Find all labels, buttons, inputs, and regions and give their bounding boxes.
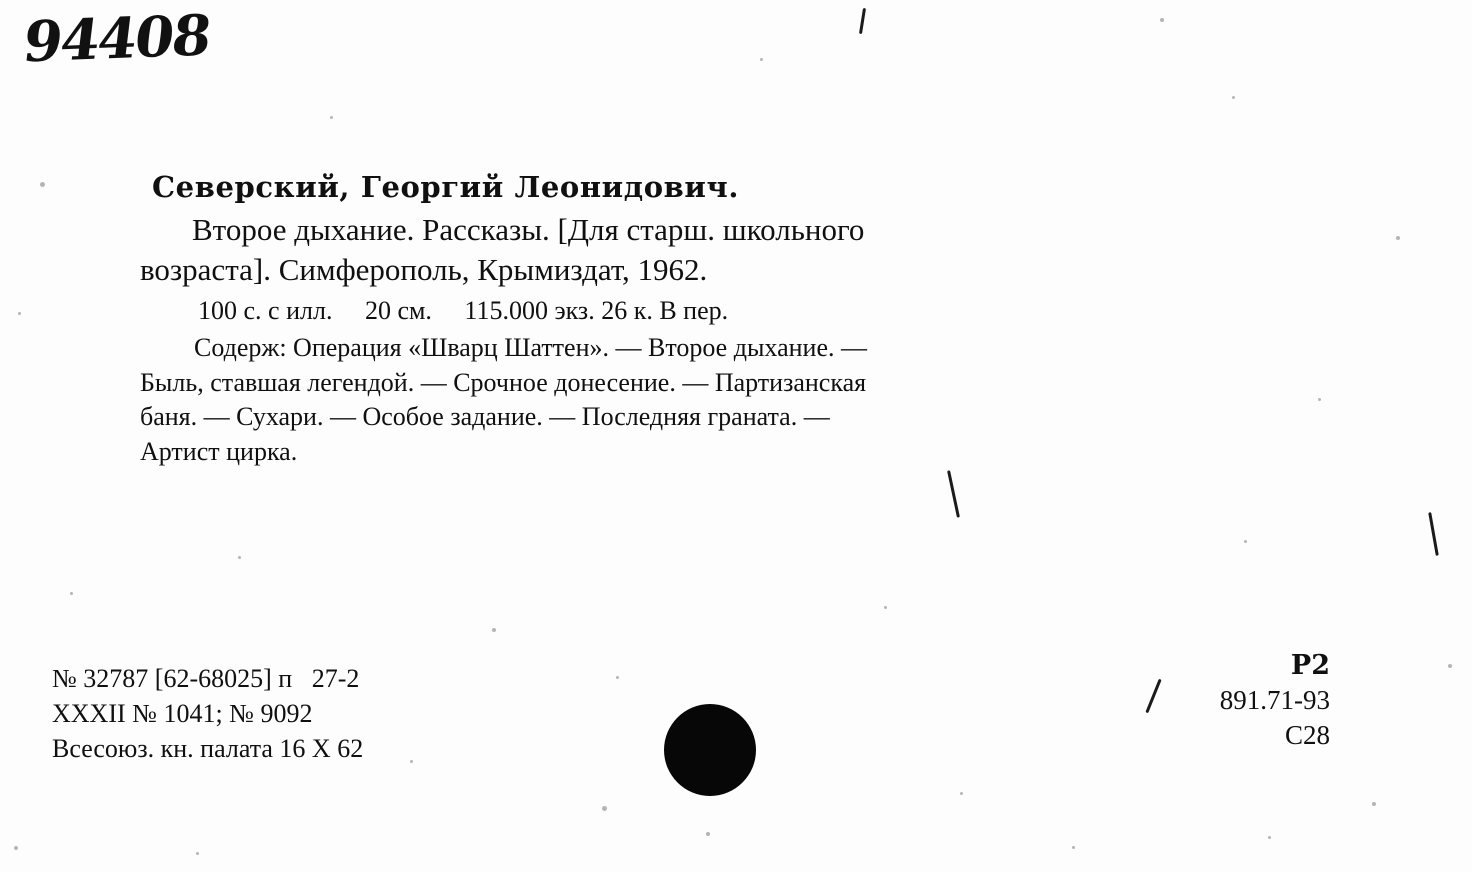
physical-description: 100 с. с илл. 20 см. 115.000 экз. 26 к. В пер. <box>198 295 729 325</box>
contents-line-2: Быль, ставшая легендой. — Срочное донесение. — Партизанская <box>140 367 867 397</box>
pen-stroke-bottom <box>1145 679 1161 714</box>
registration-line-1: № 32787 [62-68025] п 27-2 <box>52 664 360 693</box>
contents-line-3: баня. — Сухари. — Особое задание. — Последняя граната. — <box>140 402 830 432</box>
punch-hole-icon <box>664 704 756 796</box>
contents-line-1: Содерж: Операция «Шварц Шаттен». — Второе дыхание. — <box>194 333 867 363</box>
registration-line-3: Всесоюз. кн. палата 16 X 62 <box>52 733 364 763</box>
author-heading: Северский, Георгий Леонидович. <box>152 170 740 204</box>
contents-note <box>140 331 1340 469</box>
title-line-2: возраста]. Симферополь, Крымиздат, 1962. <box>140 252 708 288</box>
pen-stroke-top <box>859 8 866 34</box>
registration-line-2: XXXII № 1041; № 9092 <box>52 698 313 728</box>
classification-line-3: С28 <box>1284 720 1330 751</box>
pen-stroke-middle <box>947 470 960 518</box>
classification-line-1: Р2 <box>1290 650 1330 681</box>
title-statement <box>140 210 1340 291</box>
registration-block <box>52 662 363 766</box>
classification-block <box>1220 648 1330 753</box>
contents-line-4: Артист цирка. <box>140 436 298 466</box>
classification-line-2: 891.71-93 <box>1219 685 1330 716</box>
pen-stroke-right <box>1428 512 1439 556</box>
title-line-1: Второе дыхание. Рассказы. [Для старш. школьного <box>192 212 865 247</box>
accession-number: 94408 <box>19 2 214 76</box>
bibliographic-record <box>140 170 1340 469</box>
